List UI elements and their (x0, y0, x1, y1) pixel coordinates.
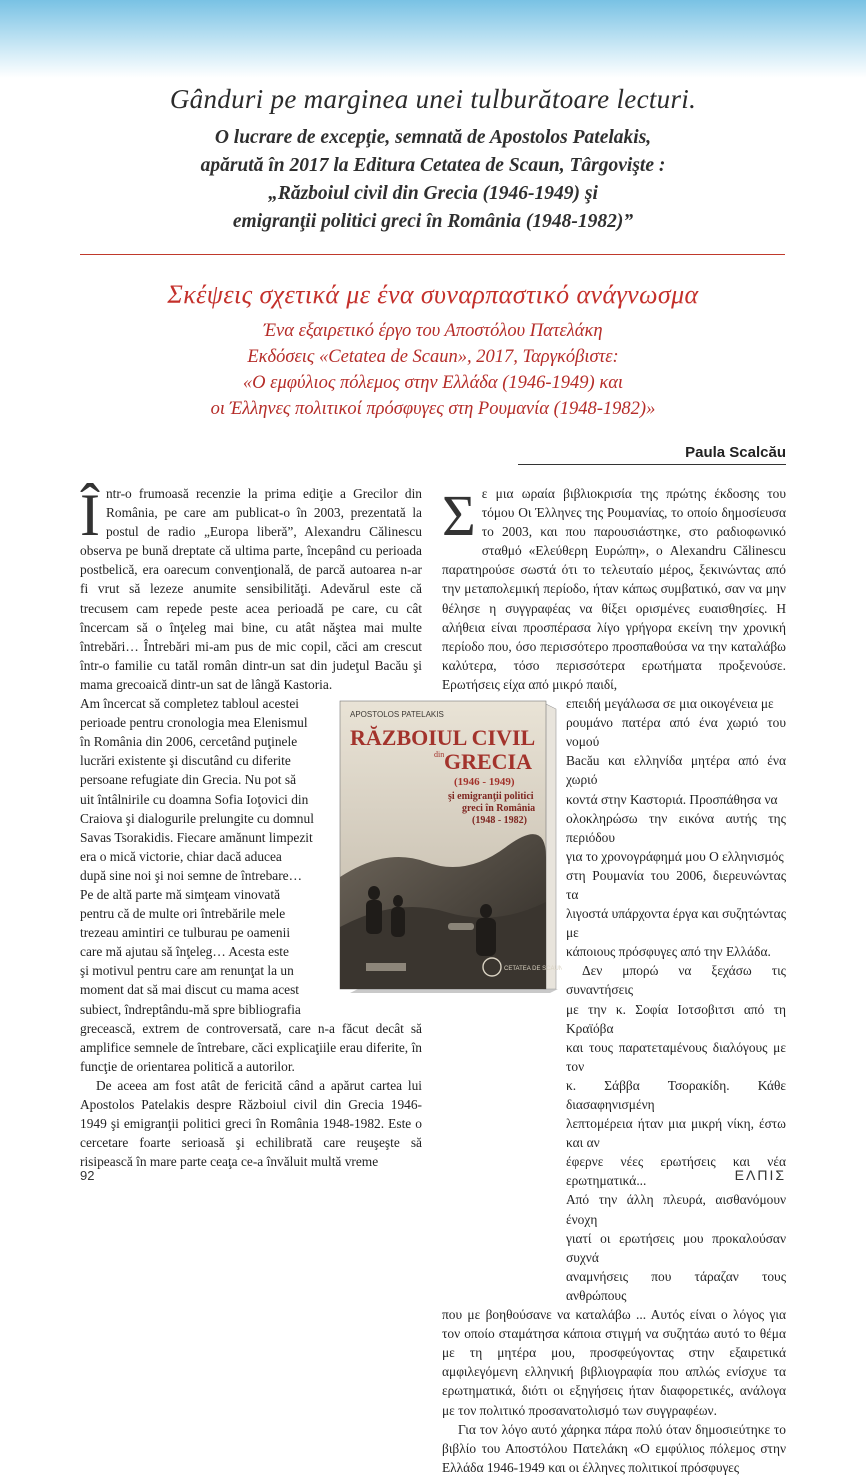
paragraph-continuation: που με βοηθούσανε να καταλάβω ... Αυτός είναι ο λόγος για τον οποίο σταμάτησα κάποια στιγμή να συζητάω αυτό το θέμα με τη μητέρα μου, προσφεύγοντας στην εξαιρετικά αμφιλεγόμενη ελληνική βιβλιογραφία που απλώς ενίσχυε τα ερωτηματικά, διότι οι εξηγήσεις ήταν διαφορετικές, ανάλογα με τον πολιτικό προσανατολισμό των συγγραφέων. (442, 1307, 786, 1418)
title-divider (80, 254, 785, 255)
text-line: după sine noi şi noi semne de întrebare… (80, 867, 303, 883)
text-line: Από την άλλη πλευρά, αισθανόμουν ένοχη (566, 1192, 786, 1227)
text-line: για το χρονογράφημά μου Ο ελληνισμός (566, 848, 784, 864)
text-line: με την κ. Σοφία Ιοτσοβιτσι από τη Κραϊόβα (566, 1001, 786, 1036)
text-line: Am încercat să completez tabloul acestei (80, 696, 299, 712)
paragraph: De aceea am fost atât de fericită când a apărut cartea lui Apostolos Patelakis despre Războiul civil din Grecia 1946-1949 şi emigranţii politici greci în România 1948-1982. Este o cercetare foarte serioasă şi echilibrată care reuşeşte să risipească în mare parte ceaţa ce-a învăluit multă vreme (80, 1077, 422, 1170)
text-line: Craiova şi dialogurile prelungite cu domnul (80, 810, 314, 826)
title-romanian: Gânduri pe marginea unei tulburătoare lecturi. (169, 84, 697, 114)
subtitle-romanian (60, 124, 806, 236)
text-line: κοντά στην Καστοριά. Προσπάθησα να (566, 791, 778, 807)
text-line: κ. Σάββα Τσορακίδη. Κάθε διασαφηνισμένη (566, 1077, 786, 1112)
subtitle-gr-line: Εκδόσεις «Cetatea de Scaun», 2017, Ταργκόβιστε: (247, 347, 619, 367)
paragraph-continuation: grecească, extrem de controversată, care n-a făcut decât să amplifice semnele de întrebare, căci explicaţiile erau diferite, în funcţie de orientarea politică a autorilor. (80, 1020, 422, 1074)
paragraph (442, 484, 786, 694)
text-line: era o mică victorie, chiar dacă aducea (80, 848, 282, 864)
paragraph: Για τον λόγο αυτό χάρηκα πάρα πολύ όταν δημοσιεύτηκε το βιβλίο του Αποστόλου Πατελάκη «Ο εμφύλιος πόλεμος στην Ελλάδα 1946-1949 και οι έλληνες πολιτικοί πρόσφυγες (442, 1421, 786, 1475)
text-line: λεπτομέρεια ήταν μια μικρή νίκη, έστω και αν (566, 1116, 786, 1151)
paragraph-text: ε μια ωραία βιβλιοκρισία της πρώτης έκδοσης του τόμου Οι Έλληνες της Ρουμανίας, το οποίο δημοσίευσα το 2003, και που παρουσιάστηκε, στο ραδιοφωνικό σταθμό «Ελεύθερη Ευρώπη», ο Alexandru Călinescu παρατηρούσε σωστά ότι το τελευταίο μέρος, ξεκινώντας από την μεταπολεμική περίοδο, ήταν κάπως συμβατικό, σαν να μην θέλησε η συγγραφέας να θίξει ορισμένες ευαισθησίες. Η αλήθεια είναι προσπέρασα λίγο γρήγορα εκείνη την χρονική περίοδο που, όσο περισσότερο προσπαθούσα να την καταλάβω καλύτερα, τόσο περισσότερα ερωτήματα προξενούσε. Ερωτήσεις είχα από μικρό παιδί, (442, 486, 786, 692)
cover-years: (1946 - 1949) (454, 776, 515, 788)
text-line: Savas Tsorakidis. Fiecare amănunt limpezit (80, 829, 313, 845)
text-line: επειδή μεγάλωσα σε μια οικογένεια με (566, 696, 774, 712)
book-cover-image (336, 697, 562, 997)
top-band (0, 0, 866, 78)
text-line: care mă ajutau să înţeleg… Acesta este (80, 944, 289, 960)
journal-name: ΕΛΠΙΣ (734, 1167, 786, 1183)
text-line: ρουμάνο πατέρα από ένα χωριό του νομού (566, 715, 786, 750)
subtitle-gr-line: Ένα εξαιρετικό έργο του Αποστόλου Πατελάκη (263, 321, 603, 341)
author-name: Paula Scalcău (685, 444, 786, 461)
cover-author: APOSTOLOS PATELAKIS (350, 710, 444, 719)
cover-sub-3: (1948 - 1982) (472, 815, 527, 826)
cover-title-din: din (434, 750, 445, 759)
text-line: και τους παρατεταμένους διαλόγους με τον (566, 1039, 786, 1074)
text-line: trezeau amintiri ce tulburau pe oamenii (80, 925, 291, 941)
cover-title-1: RĂZBOIUL CIVIL (350, 725, 536, 750)
text-line: lucrări existente şi discutând cu diferite (80, 753, 291, 769)
text-line: λιγοστά υπάρχοντα έργα και συζητώντας με (566, 906, 786, 941)
paragraph-text: ntr-o frumoasă recenzie la prima ediţie a Grecilor din România, pe care am publicat-o în 2003, prezentată la postul de radio „Europa liberă”, Alexandru Călinescu observa pe bună dreptate că ultima parte, începând cu perioada postbelică, era oarecum convenţională, de parcă autoarea n-ar fi vrut să lezeze anumite sensibilităţi. Adevărul este că trecusem cam repede peste acea perioadă pe care, cu cât încercam să o înţeleg mai bine, cu atât năştea mai multe întrebări… Întrebări mi-am pus de mic copil, căci am crescut într-o familie cu tatăl român dintr-un sat din judeţul Bacău şi mama grecoaică dintr-un sat de lângă Kastoria. (80, 486, 422, 692)
cover-sub-2: greci în România (462, 803, 536, 814)
text-line: Δεν μπορώ να ξεχάσω τις συναντήσεις (566, 963, 786, 998)
subtitle-ro-line: emigranţii politici greci în România (1948-1982)” (232, 211, 634, 232)
wrapped-text-block (566, 694, 786, 1305)
author-underline (518, 464, 786, 465)
text-line: αναμνήσεις που τάραζαν τους ανθρώπους (566, 1268, 786, 1303)
text-line: persoane refugiate din Grecia. Nu pot să (80, 772, 297, 788)
wrapped-text-block (80, 694, 336, 1019)
text-line: Pe de altă parte mă simţeam vinovată (80, 886, 281, 902)
text-line: στη Ρουμανία του 2006, διερευνώντας τα (566, 867, 786, 902)
subtitle-ro-line: O lucrare de excepţie, semnată de Apostolos Patelakis, (214, 127, 652, 148)
page-number: 92 (80, 1168, 95, 1183)
text-line: uit întâlnirile cu doamna Sofia Ioţovici din (80, 791, 309, 807)
subtitle-ro-line: „Războiul civil din Grecia (1946-1949) şi (268, 183, 598, 204)
subtitle-gr-line: οι Έλληνες πολιτικοί πρόσφυγες στη Ρουμανία (1948-1982)» (210, 399, 656, 419)
text-line: subiect, îndreptându-mă spre bibliografia (80, 1001, 301, 1017)
cover-title-2: GRECIA (444, 749, 533, 774)
text-line: κάποιους πρόσφυγες από την Ελλάδα. (566, 944, 771, 960)
paragraph (80, 484, 422, 694)
text-line: moment dat să mai discut cu mama acest (80, 982, 300, 998)
text-line: pentru că de multe ori întrebările mele (80, 906, 286, 922)
text-line: γιατί οι ερωτήσεις μου προκαλούσαν συχνά (566, 1230, 786, 1265)
text-line: şi motivul pentru care am renunţat la un (80, 963, 294, 979)
drop-cap: Î (80, 482, 100, 548)
cover-publisher: CETATEA DE SCAUN (504, 966, 562, 972)
cover-sub-1: şi emigranţii politici (448, 791, 534, 802)
subtitle-ro-line: apărută în 2017 la Editura Cetatea de Scaun, Târgovişte : (200, 155, 666, 176)
text-line: în România din 2006, cercetând puţinele (80, 734, 298, 750)
drop-cap: Σ (442, 483, 476, 548)
subtitle-greek (60, 318, 806, 422)
text-line: Bacău και ελληνίδα μητέρα από ένα χωριό (566, 753, 786, 788)
title-greek: Σκέψεις σχετικά με ένα συναρπαστικό ανάγνωσμα (167, 280, 699, 309)
text-line: perioade pentru cronologia mea Elenismul (80, 715, 308, 731)
text-line: έφερνε νέες ερωτήσεις και νέα ερωτηματικά... (566, 1154, 786, 1189)
text-line: ολοκληρώσω την εικόνα αυτής της περιόδου (566, 810, 786, 845)
subtitle-gr-line: «Ο εμφύλιος πόλεμος στην Ελλάδα (1946-1949) και (242, 373, 624, 393)
